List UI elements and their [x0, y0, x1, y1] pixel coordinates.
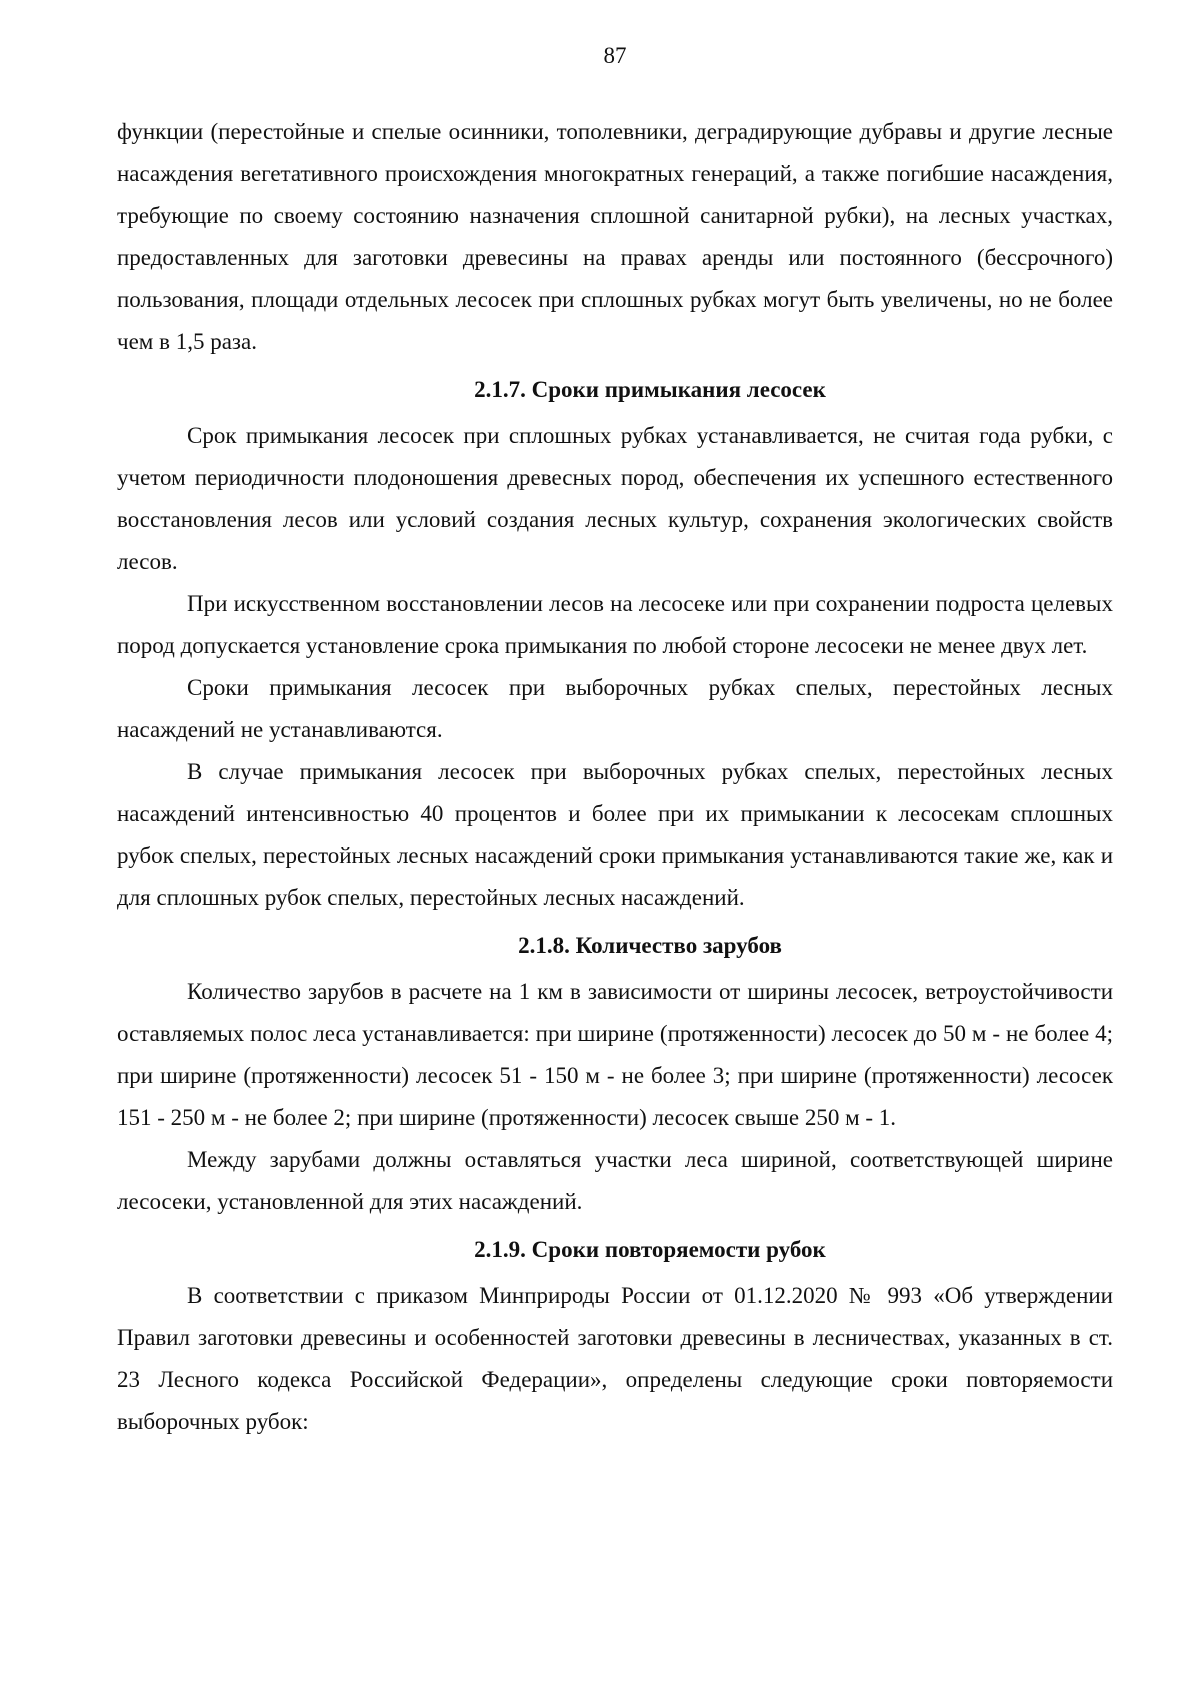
- paragraph: Срок примыкания лесосек при сплошных рубках устанавливается, не считая года рубки, с учетом периодичности плодоношения древесных пород, обеспечения их успешного естественного восстановления лесов или условий создания лесных культур, сохранения экологических свойств лесов.: [117, 423, 1113, 574]
- paragraph: Количество зарубов в расчете на 1 км в зависимости от ширины лесосек, ветроустойчивости оставляемых полос леса устанавливается: при ширине (протяженности) лесосек до 50 м - не более 4; при ширине (протяженности) лесосек 51 - 150 м - не более 3; при ширине (протяженности) лесосек 151 - 250 м - не более 2; при ширине (протяженности) лесосек свыше 250 м - 1.: [117, 979, 1113, 1130]
- paragraph-continuation: функции (перестойные и спелые осинники, тополевники, деградирующие дубравы и другие лесные насаждения вегетативного происхождения многократных генераций, а также погибшие насаждения, требующие по своему состоянию назначения сплошной санитарной рубки), на лесных участках, предоставленных для заготовки древесины на правах аренды или постоянного (бессрочного) пользования, площади отдельных лесосек при сплошных рубках могут быть увеличены, но не более чем в 1,5 раза.: [117, 119, 1113, 354]
- document-page: [117, 0, 1113, 1697]
- page-number: 87: [603, 43, 627, 68]
- paragraph: В соответствии с приказом Минприроды России от 01.12.2020 № 993 «Об утверждении Правил заготовки древесины и особенностей заготовки древесины в лесничествах, указанных в ст. 23 Лесного кодекса Российской Федерации», определены следующие сроки повторяемости выборочных рубок:: [117, 1283, 1113, 1434]
- paragraph: В случае примыкания лесосек при выборочных рубках спелых, перестойных лесных насаждений интенсивностью 40 процентов и более при их примыкании к лесосекам сплошных рубок спелых, перестойных лесных насаждений сроки примыкания устанавливаются такие же, как и для сплошных рубок спелых, перестойных лесных насаждений.: [117, 759, 1113, 910]
- section-heading-2-1-8: 2.1.8. Количество зарубов: [518, 933, 782, 958]
- document-body: [117, 111, 1113, 1443]
- section-heading-2-1-7: 2.1.7. Сроки примыкания лесосек: [474, 377, 826, 402]
- section-heading-2-1-9: 2.1.9. Сроки повторяемости рубок: [474, 1237, 826, 1262]
- paragraph: При искусственном восстановлении лесов на лесосеке или при сохранении подроста целевых пород допускается установление срока примыкания по любой стороне лесосеки не менее двух лет.: [117, 591, 1113, 658]
- paragraph: Между зарубами должны оставляться участки леса шириной, соответствующей ширине лесосеки, установленной для этих насаждений.: [117, 1147, 1113, 1214]
- paragraph: Сроки примыкания лесосек при выборочных рубках спелых, перестойных лесных насаждений не устанавливаются.: [117, 675, 1113, 742]
